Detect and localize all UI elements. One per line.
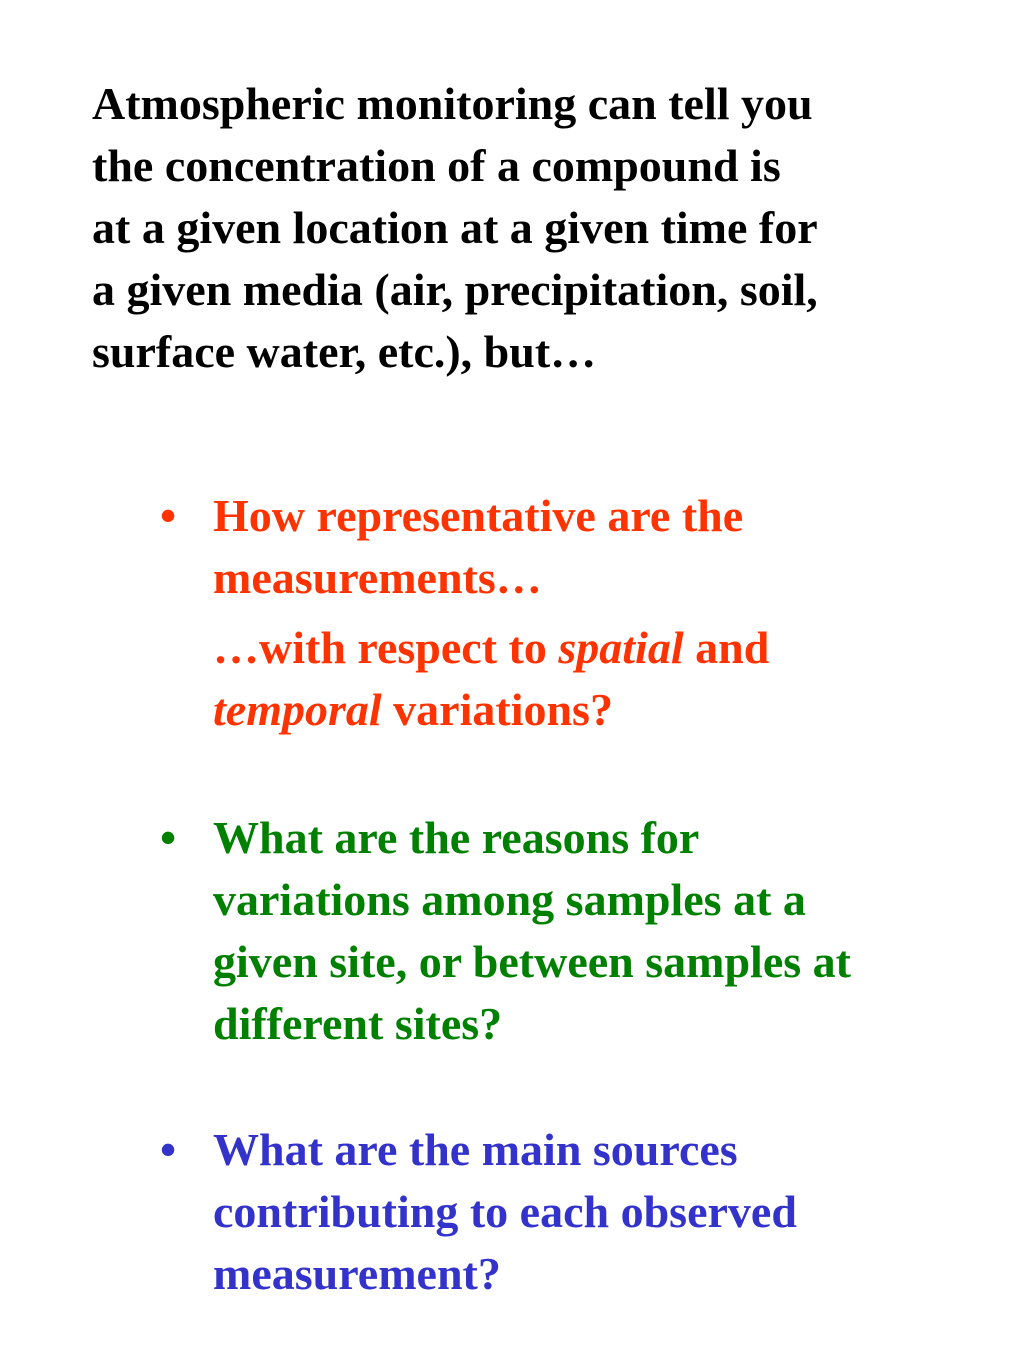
bullet-marker: • — [160, 1124, 177, 1175]
sub-prefix: …with respect to — [213, 622, 559, 673]
intro-line: a given media (air, precipitation, soil, — [92, 264, 818, 315]
sub-line — [213, 679, 993, 741]
intro-line: at a given location at a given time for — [92, 202, 818, 253]
sub-line — [213, 617, 993, 679]
bullet-text — [213, 807, 993, 1055]
bullet-line: different sites? — [213, 998, 503, 1049]
sub-middle: and — [683, 622, 770, 673]
bullet-marker: • — [160, 812, 177, 863]
bullet-line: contributing to each observed — [213, 1186, 797, 1237]
bullet-marker: • — [160, 490, 177, 541]
bullet-line: measurement? — [213, 1248, 501, 1299]
bullet-line: What are the reasons for — [213, 812, 700, 863]
sub-italic-temporal: temporal — [213, 684, 382, 735]
intro-line: the concentration of a compound is — [92, 140, 781, 191]
intro-paragraph — [92, 73, 992, 383]
sub-suffix: variations? — [381, 684, 613, 735]
bullet-subparagraph — [213, 617, 993, 741]
sub-italic-spatial: spatial — [558, 622, 684, 673]
bullet-text — [213, 485, 993, 741]
bullet-line: variations among samples at a — [213, 874, 806, 925]
bullet-line: What are the main sources — [213, 1124, 738, 1175]
intro-line: surface water, etc.), but… — [92, 326, 597, 377]
bullet-line: measurements… — [213, 552, 542, 603]
bullet-text — [213, 1119, 993, 1305]
bullet-line: given site, or between samples at — [213, 936, 851, 987]
bullet-line: How representative are the — [213, 490, 744, 541]
intro-line: Atmospheric monitoring can tell you — [92, 78, 813, 129]
